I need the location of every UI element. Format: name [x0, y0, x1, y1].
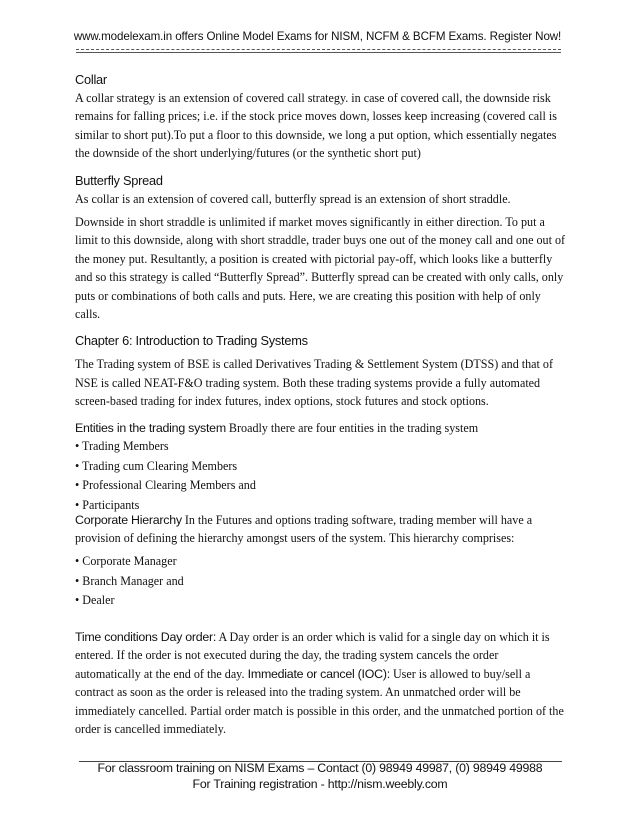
chapter-heading: Chapter 6: Introduction to Trading Systems — [75, 333, 308, 349]
time-conditions-paragraph — [75, 628, 567, 738]
footer-registration: For Training registration - http://nism.weebly.com — [192, 776, 448, 791]
chapter-body: The Trading system of BSE is called Derivatives Trading & Settlement System (DTSS) and that of NSE is called NEAT-F&O trading system. Both these trading systems provide a fully automated screen-based trading for index futures, index options, stock futures and stock options. — [75, 357, 554, 409]
hierarchy-heading: Corporate Hierarchy — [75, 512, 182, 527]
ioc-label: Immediate or cancel (IOC): — [244, 666, 390, 681]
entities-paragraph — [75, 419, 567, 437]
butterfly-heading: Butterfly Spread — [75, 172, 163, 188]
hierarchy-paragraph — [75, 511, 567, 548]
day-order-label: Day order: — [157, 629, 217, 644]
page-content — [75, 70, 567, 738]
entities-heading: Entities in the trading system — [75, 420, 226, 435]
ioc-text: User is allowed to buy/sell a contract as soon as the order is released into the trading system. An unmatched order will be immediately cancelled. Partial order match is possible in this order, and the unmatched portion of the order is cancelled immediately. — [75, 666, 564, 736]
collar-body: A collar strategy is an extension of covered call strategy. in case of covered call, the downside risk remains for falling prices; i.e. if the stock price moves down, losses keep increasing (covered call is similar to short put).To put a floor to this downside, we long a put option, which essentially negates the downside of the short underlying/futures (or the synthetic short put) — [75, 91, 557, 161]
footer-contact: For classroom training on NISM Exams – Contact (0) 98949 49987, (0) 98949 49988 — [97, 761, 543, 775]
header-banner: www.modelexam.in offers Online Model Exams for NISM, NCFM & BCFM Exams. Register Now! — [73, 30, 562, 43]
list-item: • Professional Clearing Members and — [75, 478, 256, 493]
list-item: • Trading Members — [75, 439, 169, 454]
day-order-text: A Day order is an order which is valid for a single day on which it is entered. If the order is not executed during the day, the trading system cancels the order automatically at the end of the day. — [75, 629, 550, 681]
butterfly-body-1: As collar is an extension of covered call, butterfly spread is an extension of short straddle. — [75, 191, 511, 206]
butterfly-body-2: Downside in short straddle is unlimited if market moves significantly in either direction. To put a limit to this downside, along with short straddle, trader buys one out of the money call and one out of the money put. Resultantly, a position is created with pictorial pay-off, which looks like a butterfly and so this strategy is called “Butterfly Spread”. Butterfly spread can be created with only calls, only puts or combinations of both calls and puts. Here, we are creating this position with help of only calls. — [75, 215, 566, 322]
list-item: • Dealer — [75, 593, 115, 608]
footer — [70, 761, 570, 792]
entities-intro: Broadly there are four entities in the trading system — [225, 420, 479, 435]
time-conditions-heading: Time conditions — [75, 629, 158, 644]
list-item: • Participants — [75, 497, 140, 512]
collar-heading: Collar — [75, 72, 107, 87]
list-item: • Branch Manager and — [75, 573, 184, 588]
header-divider — [76, 49, 561, 54]
list-item: • Trading cum Clearing Members — [75, 458, 238, 473]
list-item: • Corporate Manager — [75, 554, 177, 569]
hierarchy-body: In the Futures and options trading software, trading member will have a provision of defining the hierarchy amongst users of the system. This hierarchy comprises: — [75, 512, 533, 545]
